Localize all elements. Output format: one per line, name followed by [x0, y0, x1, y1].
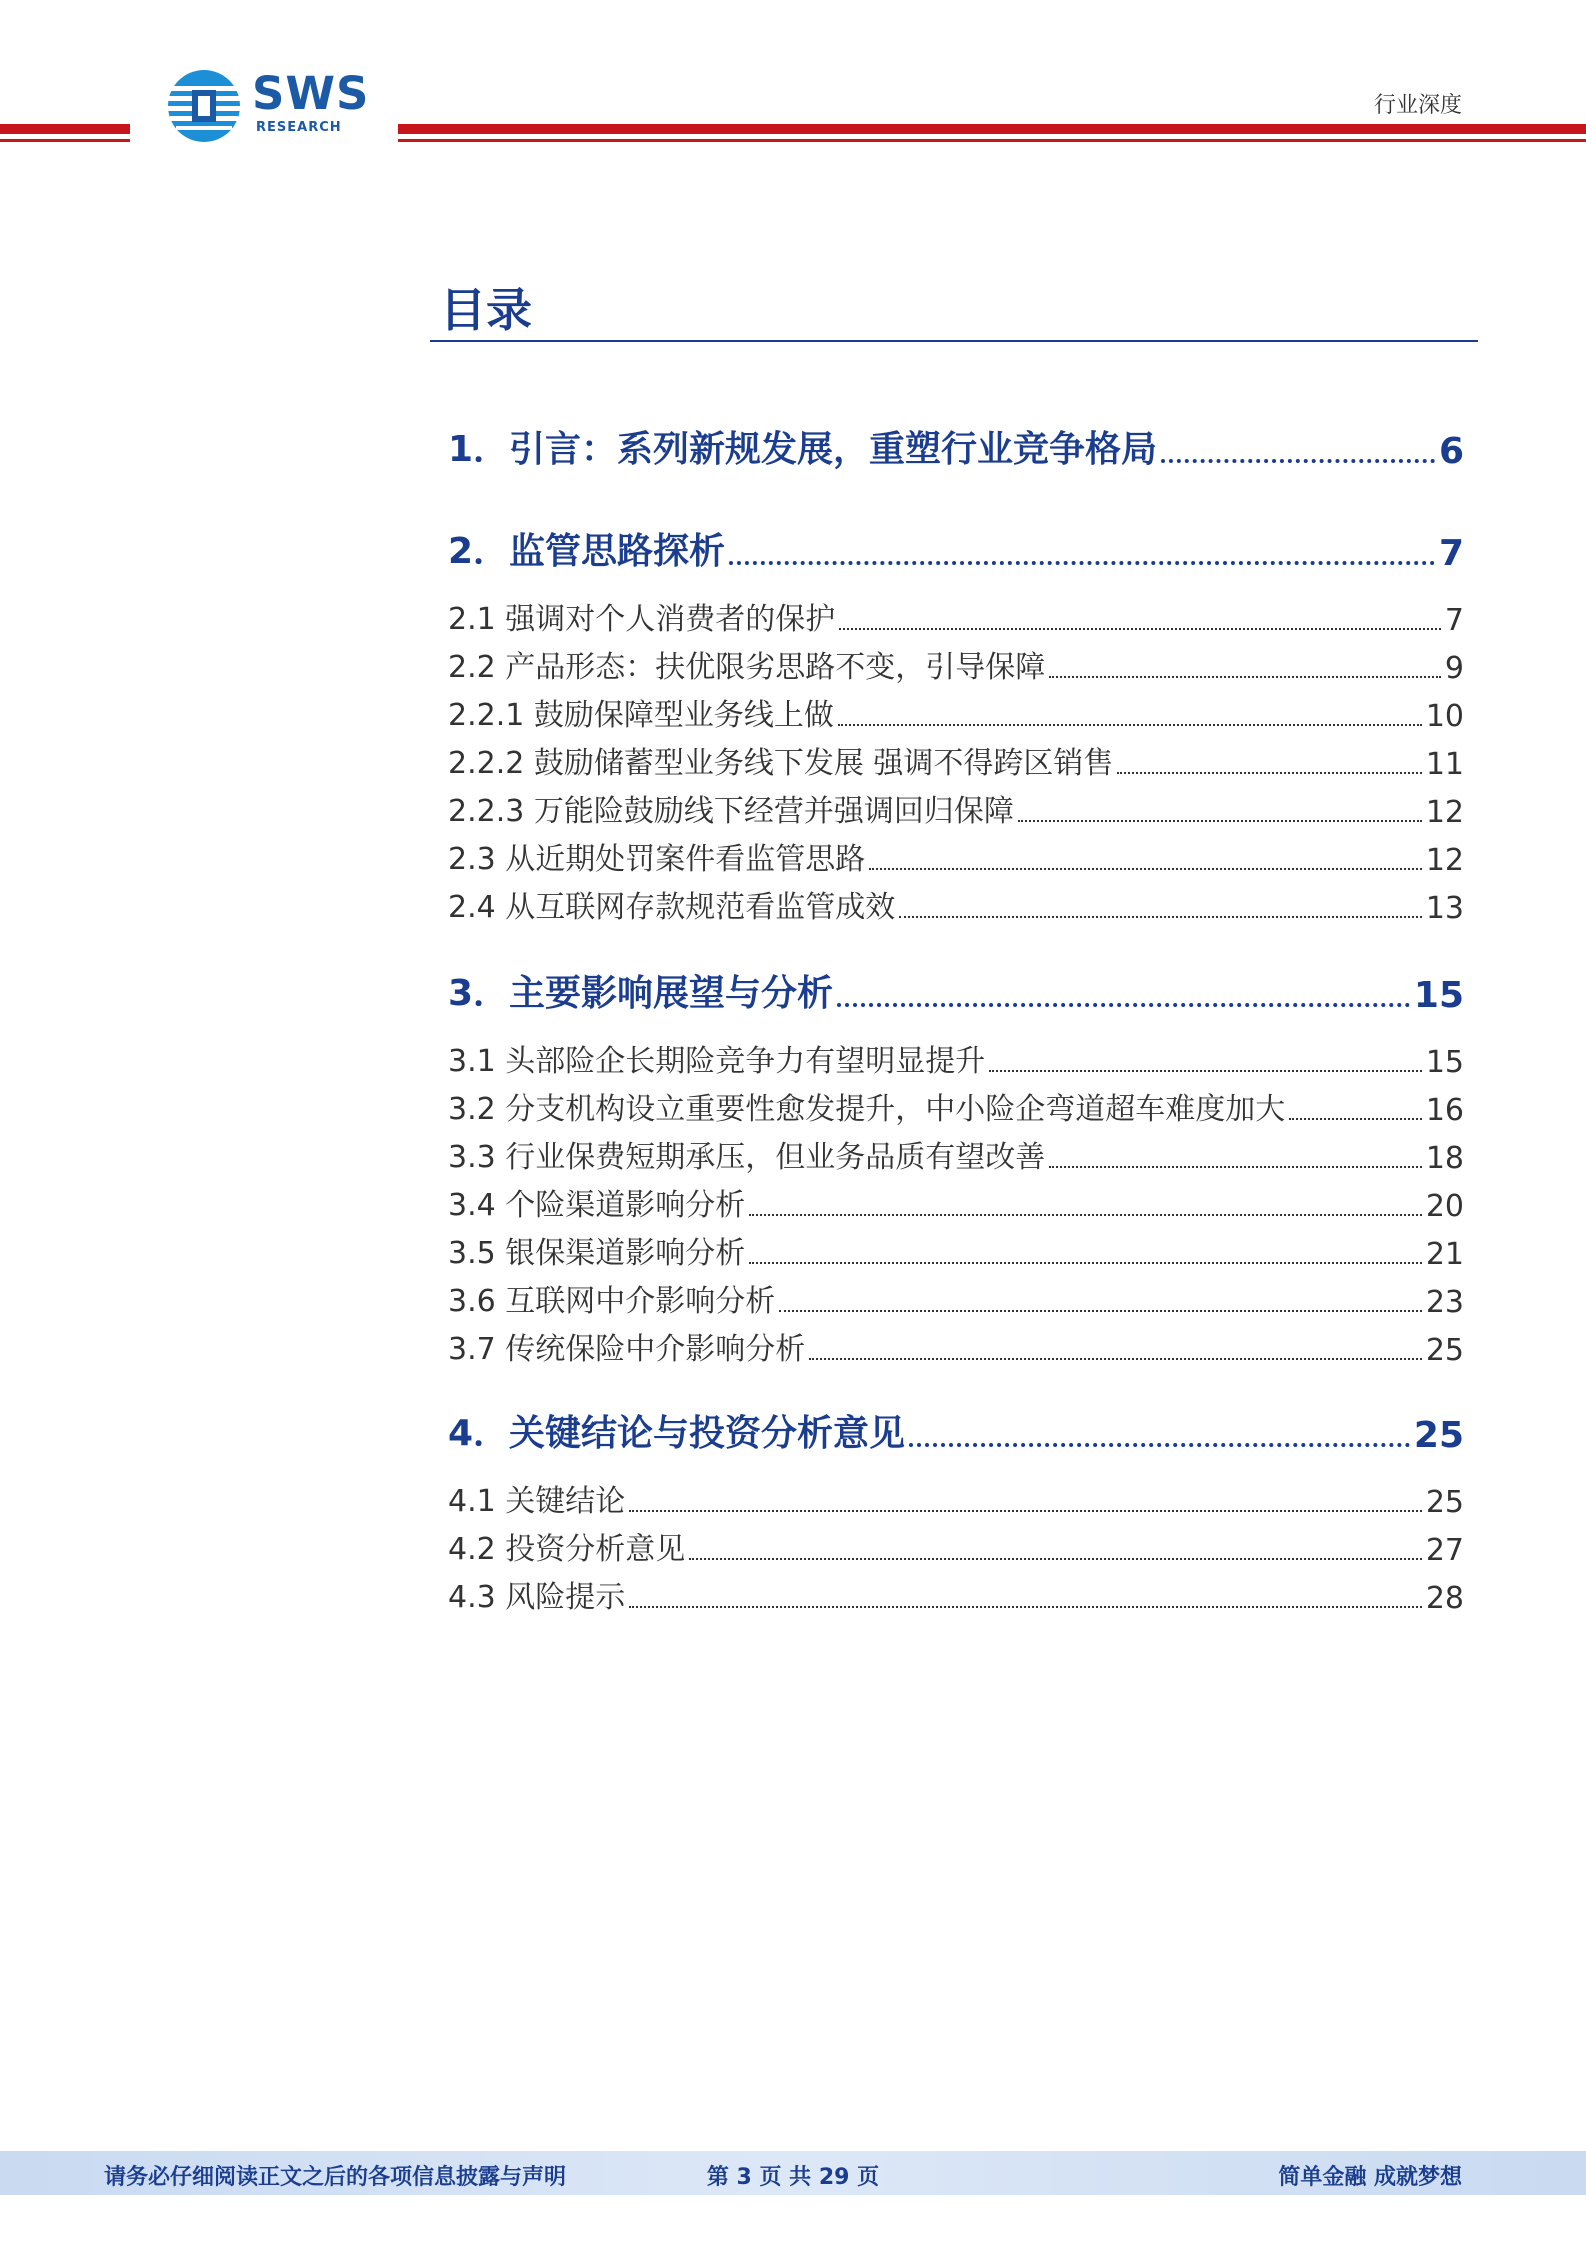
toc-entry-page: 11 [1425, 747, 1464, 782]
toc-entry-label: 3．主要影响展望与分析 [448, 973, 834, 1014]
footer-page-info: 第 3 页 共 29 页 [706, 2165, 880, 2190]
toc-entry-page: 21 [1425, 1237, 1464, 1272]
toc-dot-leader [749, 1214, 1422, 1216]
title-underline [430, 340, 1478, 342]
toc-dot-leader [629, 1606, 1422, 1608]
toc-entry-label: 3.5 银保渠道影响分析 [448, 1236, 746, 1271]
toc-dot-leader [1117, 772, 1421, 774]
toc-dot-leader [779, 1310, 1422, 1312]
toc-entry-label: 2.3 从近期处罚案件看监管思路 [448, 842, 866, 877]
toc-entry[interactable] [448, 696, 1464, 734]
toc-entry[interactable] [448, 888, 1464, 926]
toc-entry-page: 25 [1425, 1333, 1464, 1368]
toc-entry-page: 9 [1444, 651, 1464, 686]
toc-entry[interactable] [448, 426, 1464, 472]
toc-dot-leader [1049, 676, 1441, 678]
report-category: 行业深度 [1373, 93, 1462, 118]
toc-entry-page: 7 [1438, 533, 1464, 574]
toc-dot-leader [899, 916, 1422, 918]
toc-dot-leader [869, 868, 1422, 870]
toc-entry[interactable] [448, 1410, 1464, 1456]
toc-entry-page: 6 [1438, 431, 1464, 472]
toc-entry[interactable] [448, 600, 1464, 638]
toc-entry[interactable] [448, 744, 1464, 782]
toc-entry-label: 2．监管思路探析 [448, 531, 726, 572]
sws-globe-icon [166, 68, 242, 144]
toc-entry-page: 25 [1425, 1485, 1464, 1520]
toc-entry-label: 2.2 产品形态：扶优限劣思路不变，引导保障 [448, 650, 1046, 685]
toc-dot-leader [909, 1443, 1410, 1447]
toc-entry-page: 13 [1425, 891, 1464, 926]
toc-entry-page: 16 [1425, 1093, 1464, 1128]
logo-subtitle: RESEARCH [256, 120, 342, 135]
toc-entry-label: 3.7 传统保险中介影响分析 [448, 1332, 806, 1367]
toc-dot-leader [1049, 1166, 1422, 1168]
toc-entry-label: 4.3 风险提示 [448, 1580, 626, 1615]
toc-entry[interactable] [448, 1186, 1464, 1224]
toc-entry[interactable] [448, 1234, 1464, 1272]
toc-dot-leader [839, 628, 1441, 630]
toc-entry[interactable] [448, 1482, 1464, 1520]
toc-dot-leader [1018, 820, 1422, 822]
toc-entry-label: 2.1 强调对个人消费者的保护 [448, 602, 836, 637]
toc-entry-label: 3.2 分支机构设立重要性愈发提升，中小险企弯道超车难度加大 [448, 1092, 1286, 1127]
header-rule-right [398, 124, 1586, 142]
toc-entry-page: 12 [1425, 795, 1464, 830]
toc-entry-page: 25 [1413, 1415, 1464, 1456]
toc-entry-page: 27 [1425, 1533, 1464, 1568]
toc-entry-page: 12 [1425, 843, 1464, 878]
toc-dot-leader [729, 561, 1435, 565]
toc-entry-page: 7 [1444, 603, 1464, 638]
toc-entry[interactable] [448, 1282, 1464, 1320]
toc-entry[interactable] [448, 1578, 1464, 1616]
toc-dot-leader [689, 1558, 1422, 1560]
toc-entry-label: 4．关键结论与投资分析意见 [448, 1413, 906, 1454]
toc-entry-page: 23 [1425, 1285, 1464, 1320]
toc-entry[interactable] [448, 648, 1464, 686]
toc-entry-page: 15 [1425, 1045, 1464, 1080]
toc-entry[interactable] [448, 792, 1464, 830]
toc-dot-leader [629, 1510, 1422, 1512]
toc-entry[interactable] [448, 1090, 1464, 1128]
toc-entry[interactable] [448, 1530, 1464, 1568]
toc-entry[interactable] [448, 970, 1464, 1016]
toc-entry-page: 20 [1425, 1189, 1464, 1224]
toc-entry[interactable] [448, 1330, 1464, 1368]
toc-entry-label: 2.4 从互联网存款规范看监管成效 [448, 890, 896, 925]
toc-entry-label: 4.1 关键结论 [448, 1484, 626, 1519]
toc-entry-label: 2.2.3 万能险鼓励线下经营并强调回归保障 [448, 794, 1014, 829]
toc-dot-leader [1161, 459, 1435, 463]
sws-logo [160, 62, 390, 148]
toc-entry[interactable] [448, 1138, 1464, 1176]
toc-dot-leader [989, 1070, 1422, 1072]
toc-dot-leader [749, 1262, 1422, 1264]
toc-entry[interactable] [448, 1042, 1464, 1080]
toc-entry-page: 18 [1425, 1141, 1464, 1176]
toc-entry-page: 15 [1413, 975, 1464, 1016]
toc-entry-label: 3.3 行业保费短期承压，但业务品质有望改善 [448, 1140, 1046, 1175]
toc-entry-label: 4.2 投资分析意见 [448, 1532, 686, 1567]
toc-entry-label: 2.2.1 鼓励保障型业务线上做 [448, 698, 834, 733]
toc-dot-leader [809, 1358, 1422, 1360]
toc-entry-label: 3.1 头部险企长期险竞争力有望明显提升 [448, 1044, 986, 1079]
toc-entry-page: 28 [1425, 1581, 1464, 1616]
toc-dot-leader [838, 724, 1422, 726]
header-rule-left [0, 124, 130, 142]
toc-entry[interactable] [448, 528, 1464, 574]
footer-slogan: 简单金融 成就梦想 [1278, 2165, 1462, 2190]
toc-dot-leader [1289, 1118, 1422, 1120]
page-title: 目录 [440, 283, 532, 337]
footer-disclaimer: 请务必仔细阅读正文之后的各项信息披露与声明 [104, 2165, 567, 2190]
toc-entry-label: 1．引言：系列新规发展，重塑行业竞争格局 [448, 429, 1158, 470]
toc-entry[interactable] [448, 840, 1464, 878]
toc-dot-leader [837, 1003, 1410, 1007]
toc-entry-label: 2.2.2 鼓励储蓄型业务线下发展 强调不得跨区销售 [448, 746, 1114, 781]
toc-entry-label: 3.6 互联网中介影响分析 [448, 1284, 776, 1319]
toc-entry-page: 10 [1425, 699, 1464, 734]
toc-entry-label: 3.4 个险渠道影响分析 [448, 1188, 746, 1223]
footer-bar [0, 2151, 1586, 2195]
logo-wordmark: SWS [252, 67, 370, 120]
